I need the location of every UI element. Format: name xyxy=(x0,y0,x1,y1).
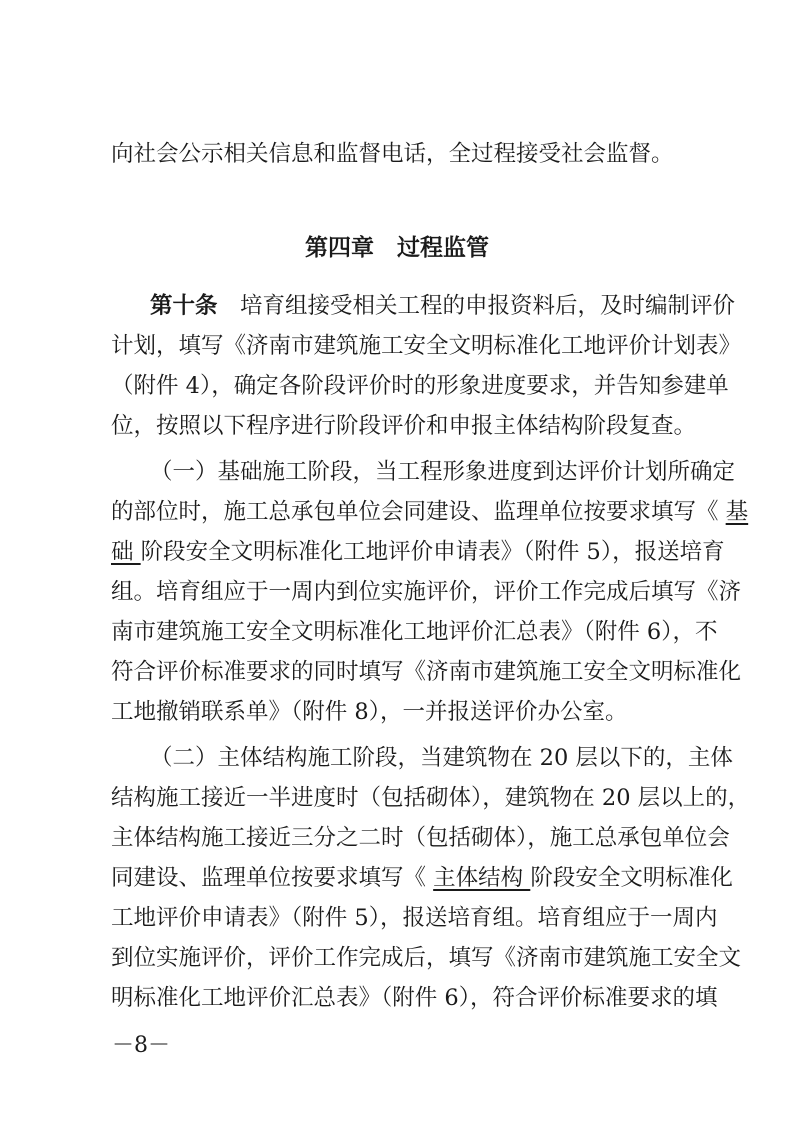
section-line xyxy=(111,497,749,527)
section-line: 结构施工接近一半进度时（包括砌体），建筑物在 20 层以上的， xyxy=(111,785,751,811)
underlined-fill-in: 主体结构 xyxy=(433,865,531,891)
section-line: 到位实施评价，评价工作完成后，填写《济南市建筑施工安全文 xyxy=(111,945,742,971)
section-line: 工地评价申请表》（附件 5），报送培育组。培育组应于一周内 xyxy=(111,905,718,931)
section-line: （一）基础施工阶段，当工程形象进度到达评价计划所确定 xyxy=(150,459,736,485)
article-line: 计划，填写《济南市建筑施工安全文明标准化工地评价计划表》 xyxy=(111,333,742,359)
paragraph-line: 向社会公示相关信息和监督电话，全过程接受社会监督。 xyxy=(111,141,674,167)
underlined-fill-in: 础 xyxy=(111,539,141,565)
article-label: 第十条 xyxy=(150,293,218,319)
section-text: 同建设、监理单位按要求填写《 xyxy=(111,865,434,891)
article-text: 培育组接受相关工程的申报资料后，及时编制评价 xyxy=(217,293,736,319)
article-line xyxy=(150,291,736,321)
section-line: 主体结构施工接近三分之二时（包括砌体），施工总承包单位会 xyxy=(111,825,730,851)
section-text: 阶段安全文明标准化工地评价申请表》（附件 5），报送培育 xyxy=(140,539,725,565)
section-line: （二）主体结构施工阶段，当建筑物在 20 层以下的，主体 xyxy=(150,745,733,771)
section-line: 南市建筑施工安全文明标准化工地评价汇总表》（附件 6），不 xyxy=(111,619,718,645)
section-line: 工地撤销联系单》（附件 8），一并报送评价办公室。 xyxy=(111,699,628,725)
section-line: 组。培育组应于一周内到位实施评价，评价工作完成后填写《济 xyxy=(111,579,742,605)
section-line xyxy=(111,863,733,893)
section-line: 明标准化工地评价汇总表》（附件 6），符合评价标准要求的填 xyxy=(111,985,718,1011)
underlined-fill-in: 基 xyxy=(725,499,749,525)
page-number: －8－ xyxy=(112,1033,170,1058)
article-line: 位，按照以下程序进行阶段评价和申报主体结构阶段复查。 xyxy=(111,413,697,439)
article-line: （附件 4），确定各阶段评价时的形象进度要求，并告知参建单 xyxy=(111,373,729,399)
section-line xyxy=(111,537,725,567)
section-line: 符合评价标准要求的同时填写《济南市建筑施工安全文明标准化 xyxy=(111,659,742,685)
section-text: 的部位时，施工总承包单位会同建设、监理单位按要求填写《 xyxy=(111,499,726,525)
chapter-heading: 第四章 过程监管 xyxy=(305,235,489,261)
section-text: 阶段安全文明标准化 xyxy=(530,865,733,891)
